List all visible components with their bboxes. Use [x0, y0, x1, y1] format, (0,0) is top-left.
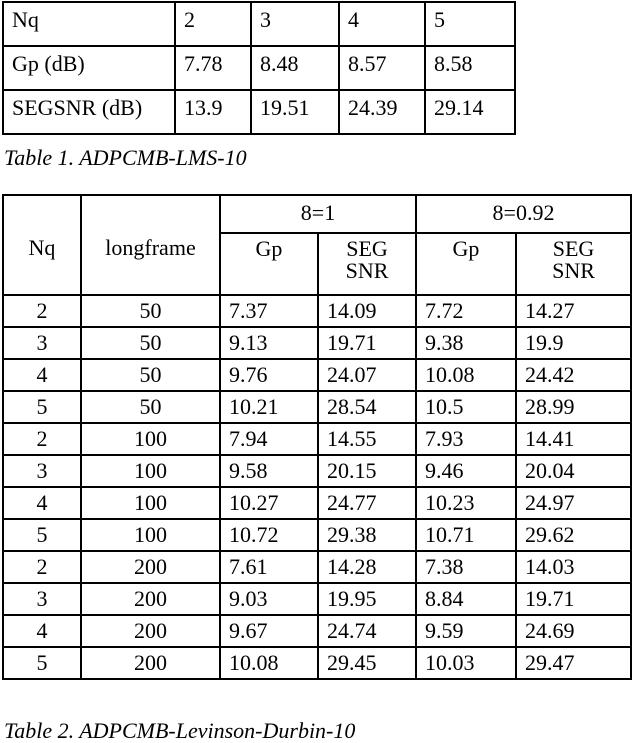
- gp-cell: 9.46: [416, 455, 516, 487]
- table-row: [3, 295, 631, 327]
- longframe-cell: 100: [81, 519, 220, 551]
- table-row: [3, 583, 631, 615]
- table-2: [2, 194, 632, 680]
- segsnr-cell: 14.09: [318, 295, 416, 327]
- segsnr-cell: 28.99: [516, 391, 631, 423]
- table-cell: 24.39: [339, 90, 425, 134]
- longframe-cell: 200: [81, 615, 220, 647]
- header-longframe: longframe: [81, 195, 220, 295]
- header-seg-line: SEG: [346, 236, 388, 261]
- nq-cell: 4: [3, 615, 81, 647]
- segsnr-cell: 29.62: [516, 519, 631, 551]
- longframe-cell: 50: [81, 295, 220, 327]
- header-snr-line: SNR: [552, 258, 595, 283]
- table-row: [3, 327, 631, 359]
- gp-cell: 10.72: [220, 519, 318, 551]
- longframe-cell: 50: [81, 327, 220, 359]
- gp-cell: 9.67: [220, 615, 318, 647]
- gp-cell: 9.59: [416, 615, 516, 647]
- table-2-header-row-1: [3, 195, 631, 233]
- table-cell: 13.9: [175, 90, 251, 134]
- segsnr-cell: 29.38: [318, 519, 416, 551]
- table-row: [3, 615, 631, 647]
- gp-cell: 7.38: [416, 551, 516, 583]
- segsnr-cell: 20.15: [318, 455, 416, 487]
- header-seg-line: SEG: [552, 236, 595, 261]
- segsnr-cell: 24.74: [318, 615, 416, 647]
- nq-cell: 3: [3, 327, 81, 359]
- header-gp-2: Gp: [416, 233, 516, 295]
- table-row: [3, 423, 631, 455]
- segsnr-cell: 24.77: [318, 487, 416, 519]
- header-segsnr-1: [318, 233, 416, 295]
- row-label: SEGSNR (dB): [3, 90, 175, 134]
- gp-cell: 8.84: [416, 583, 516, 615]
- table-row: [3, 519, 631, 551]
- table-cell: 2: [175, 2, 251, 46]
- longframe-cell: 50: [81, 391, 220, 423]
- table-1: [2, 1, 516, 135]
- segsnr-cell: 24.69: [516, 615, 631, 647]
- gp-cell: 10.21: [220, 391, 318, 423]
- table-row: [3, 647, 631, 679]
- table-cell: 7.78: [175, 46, 251, 90]
- table-cell: 8.57: [339, 46, 425, 90]
- segsnr-cell: 29.45: [318, 647, 416, 679]
- nq-cell: 5: [3, 391, 81, 423]
- table-cell: 8.58: [425, 46, 515, 90]
- segsnr-cell: 14.27: [516, 295, 631, 327]
- row-label: Gp (dB): [3, 46, 175, 90]
- segsnr-cell: 24.42: [516, 359, 631, 391]
- header-segsnr-2: [516, 233, 631, 295]
- gp-cell: 10.23: [416, 487, 516, 519]
- header-gp-1: Gp: [220, 233, 318, 295]
- table-1-row: [3, 46, 515, 90]
- table-cell: 19.51: [251, 90, 339, 134]
- header-group-2: 8=0.92: [416, 195, 631, 233]
- gp-cell: 7.37: [220, 295, 318, 327]
- table-row: [3, 487, 631, 519]
- longframe-cell: 50: [81, 359, 220, 391]
- nq-cell: 2: [3, 423, 81, 455]
- gp-cell: 9.13: [220, 327, 318, 359]
- gp-cell: 9.03: [220, 583, 318, 615]
- gp-cell: 10.08: [220, 647, 318, 679]
- segsnr-cell: 29.47: [516, 647, 631, 679]
- longframe-cell: 200: [81, 647, 220, 679]
- segsnr-cell: 28.54: [318, 391, 416, 423]
- nq-cell: 3: [3, 455, 81, 487]
- gp-cell: 10.03: [416, 647, 516, 679]
- segsnr-cell: 19.71: [516, 583, 631, 615]
- header-snr-line: SNR: [345, 258, 389, 283]
- gp-cell: 10.71: [416, 519, 516, 551]
- segsnr-cell: 14.41: [516, 423, 631, 455]
- gp-cell: 10.08: [416, 359, 516, 391]
- nq-cell: 5: [3, 647, 81, 679]
- segsnr-cell: 20.04: [516, 455, 631, 487]
- segsnr-cell: 14.55: [318, 423, 416, 455]
- gp-cell: 7.94: [220, 423, 318, 455]
- nq-cell: 4: [3, 359, 81, 391]
- header-group-1: 8=1: [220, 195, 416, 233]
- table-2-caption: Table 2. ADPCMB-Levinson-Durbin-10: [4, 718, 356, 743]
- gp-cell: 7.72: [416, 295, 516, 327]
- table-row: [3, 391, 631, 423]
- gp-cell: 7.61: [220, 551, 318, 583]
- table-1-caption: Table 1. ADPCMB-LMS-10: [4, 145, 247, 170]
- row-label: Nq: [3, 2, 175, 46]
- table-row: [3, 551, 631, 583]
- segsnr-cell: 19.95: [318, 583, 416, 615]
- gp-cell: 9.58: [220, 455, 318, 487]
- gp-cell: 7.93: [416, 423, 516, 455]
- table-row: [3, 455, 631, 487]
- longframe-cell: 100: [81, 423, 220, 455]
- table-cell: 8.48: [251, 46, 339, 90]
- table-row: [3, 359, 631, 391]
- nq-cell: 2: [3, 551, 81, 583]
- gp-cell: 9.76: [220, 359, 318, 391]
- longframe-cell: 100: [81, 455, 220, 487]
- segsnr-cell: 19.9: [516, 327, 631, 359]
- table-1-row: [3, 90, 515, 134]
- nq-cell: 4: [3, 487, 81, 519]
- gp-cell: 10.5: [416, 391, 516, 423]
- nq-cell: 2: [3, 295, 81, 327]
- gp-cell: 9.38: [416, 327, 516, 359]
- nq-cell: 5: [3, 519, 81, 551]
- segsnr-cell: 14.03: [516, 551, 631, 583]
- table-cell: 5: [425, 2, 515, 46]
- nq-cell: 3: [3, 583, 81, 615]
- segsnr-cell: 19.71: [318, 327, 416, 359]
- table-cell: 3: [251, 2, 339, 46]
- segsnr-cell: 14.28: [318, 551, 416, 583]
- table-cell: 4: [339, 2, 425, 46]
- segsnr-cell: 24.97: [516, 487, 631, 519]
- gp-cell: 10.27: [220, 487, 318, 519]
- header-nq: Nq: [3, 195, 81, 295]
- table-1-row: [3, 2, 515, 46]
- segsnr-cell: 24.07: [318, 359, 416, 391]
- longframe-cell: 100: [81, 487, 220, 519]
- table-cell: 29.14: [425, 90, 515, 134]
- longframe-cell: 200: [81, 551, 220, 583]
- longframe-cell: 200: [81, 583, 220, 615]
